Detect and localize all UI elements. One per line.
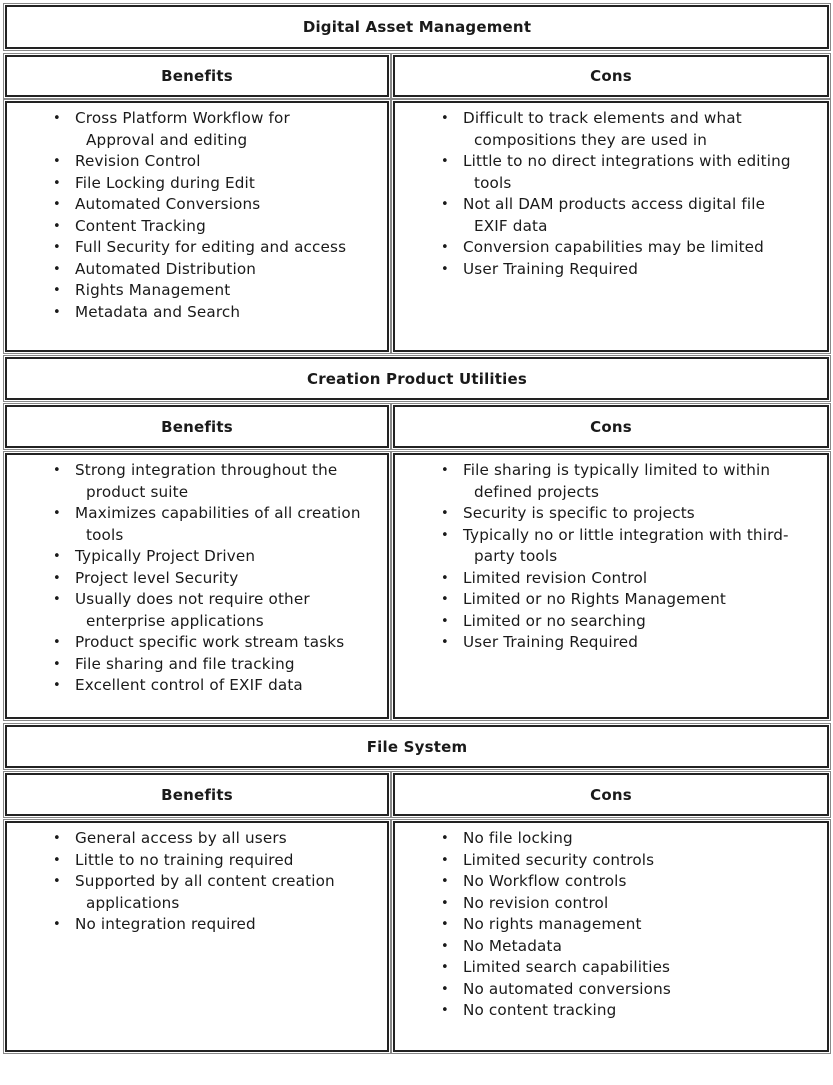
list-item-text: User Training Required [463, 259, 639, 278]
section-title-text: Digital Asset Management [302, 18, 532, 36]
section-title-fs [5, 725, 829, 768]
bullet-icon: • [441, 981, 449, 997]
cons-list [395, 455, 827, 654]
list-item-text: Security is specific to projects [463, 504, 695, 522]
list-item-text: No automated conversions [463, 979, 671, 998]
list-item [7, 302, 387, 324]
list-item-text: Supported by all content creation [75, 872, 335, 890]
list-item-text: Conversion capabilities may be limited [463, 238, 764, 256]
bullet-icon: • [53, 874, 61, 889]
bullet-icon: • [53, 570, 61, 586]
benefits-cell [5, 453, 389, 719]
list-item-text: Automated Distribution [75, 259, 257, 278]
list-item-text: Cross Platform Workflow for [75, 109, 290, 127]
list-item-text: Revision Control [75, 152, 201, 170]
list-item [395, 871, 827, 893]
list-item [7, 108, 387, 151]
list-item-text: File sharing is typically limited to within [463, 461, 771, 479]
list-item [395, 611, 827, 633]
bullet-icon: • [53, 218, 61, 234]
list-item-text: EXIF data [474, 216, 548, 235]
list-item [395, 979, 827, 1001]
benefits-header-text: Benefits [161, 785, 233, 804]
list-item-text: Approval and editing [86, 130, 248, 149]
benefits-header [5, 773, 389, 816]
list-item-text: General access by all users [75, 829, 287, 847]
cons-header [393, 773, 829, 816]
benefits-header [5, 405, 389, 448]
cons-header [393, 405, 829, 448]
list-item [395, 151, 827, 194]
bullet-icon: • [53, 304, 61, 320]
cons-cell [393, 453, 829, 719]
bullet-icon: • [441, 938, 449, 954]
bullet-icon: • [441, 527, 449, 543]
list-item-text: Little to no direct integrations with editing [463, 152, 791, 170]
list-item [7, 194, 387, 216]
list-item [395, 936, 827, 958]
benefits-cell [5, 101, 389, 352]
list-item-text: Limited revision Control [463, 568, 648, 587]
list-item-text: Automated Conversions [75, 195, 261, 213]
list-item-text: No Metadata [463, 936, 563, 955]
list-item-text: Metadata and Search [75, 302, 241, 321]
list-item [395, 194, 827, 237]
bullet-icon: • [53, 154, 61, 169]
bullet-icon: • [53, 506, 61, 521]
bullet-icon: • [441, 852, 449, 868]
list-item-text: File Locking during Edit [75, 173, 256, 192]
list-item-text: No Workflow controls [463, 872, 627, 890]
bullet-icon: • [53, 549, 61, 564]
list-item [7, 828, 387, 850]
list-item [7, 460, 387, 503]
list-item-text: Product specific work stream tasks [75, 633, 345, 651]
list-item-text: enterprise applications [86, 611, 264, 630]
list-item [7, 568, 387, 590]
bullet-icon: • [441, 240, 449, 255]
list-item-text: compositions they are used in [474, 130, 708, 149]
section-title-text: File System [366, 737, 468, 756]
list-item [395, 503, 827, 525]
bullet-icon: • [53, 656, 61, 672]
list-item-text: No revision control [463, 893, 609, 912]
bullet-icon: • [441, 111, 449, 126]
bullet-icon: • [441, 635, 449, 650]
bullet-icon: • [53, 261, 61, 277]
list-item-text: Maximizes capabilities of all creation [75, 504, 361, 522]
list-item [395, 632, 827, 654]
bullet-icon: • [53, 852, 61, 868]
bullet-icon: • [441, 917, 449, 932]
list-item [395, 893, 827, 915]
benefits-list [7, 823, 387, 936]
list-item-text: Little to no training required [75, 850, 294, 869]
list-item-text: Typically Project Driven [75, 547, 256, 565]
list-item-text: File sharing and file tracking [75, 654, 295, 673]
list-item [395, 850, 827, 872]
bullet-icon: • [53, 831, 61, 846]
bullet-icon: • [53, 635, 61, 650]
list-item-text: Content Tracking [75, 216, 206, 235]
list-item-text: Difficult to track elements and what [463, 109, 742, 127]
cons-header [393, 55, 829, 97]
bullet-icon: • [441, 261, 449, 277]
list-item [7, 654, 387, 676]
cons-list [395, 103, 827, 280]
bullet-icon: • [441, 895, 449, 911]
section-title-dam [5, 5, 829, 49]
list-item-text: User Training Required [463, 633, 639, 651]
list-item-text: No file locking [463, 829, 573, 847]
bullet-icon: • [441, 154, 449, 169]
list-item-text: Limited search capabilities [463, 958, 671, 976]
list-item [395, 957, 827, 979]
list-item-text: defined projects [474, 482, 600, 501]
list-item [7, 216, 387, 238]
list-item [7, 675, 387, 697]
benefits-header-text: Benefits [161, 417, 233, 436]
list-item-text: Limited security controls [463, 850, 655, 869]
list-item-text: Not all DAM products access digital file [463, 195, 766, 213]
list-item-text: No integration required [75, 915, 256, 933]
list-item [395, 108, 827, 151]
bullet-icon: • [53, 175, 61, 191]
bullet-icon: • [53, 463, 61, 478]
bullet-icon: • [441, 874, 449, 889]
list-item-text: tools [86, 525, 124, 544]
list-item [7, 546, 387, 568]
list-item-text: Usually does not require other [75, 590, 310, 608]
list-item [7, 173, 387, 195]
list-item [7, 632, 387, 654]
bullet-icon: • [53, 197, 61, 212]
cons-header-text: Cons [590, 67, 632, 85]
cons-list [395, 823, 827, 1022]
list-item [7, 280, 387, 302]
list-item [395, 460, 827, 503]
list-item [7, 151, 387, 173]
list-item-text: No rights management [463, 915, 642, 933]
cons-cell [393, 101, 829, 352]
list-item [395, 589, 827, 611]
cons-cell [393, 821, 829, 1052]
benefits-header [5, 55, 389, 97]
list-item-text: Project level Security [75, 568, 239, 587]
bullet-icon: • [441, 831, 449, 846]
list-item [395, 237, 827, 259]
list-item [395, 568, 827, 590]
section-title-text: Creation Product Utilities [306, 369, 527, 388]
bullet-icon: • [53, 678, 61, 693]
list-item [7, 914, 387, 936]
list-item [7, 850, 387, 872]
list-item-text: Excellent control of EXIF data [75, 676, 303, 694]
list-item-text: party tools [474, 547, 558, 565]
bullet-icon: • [441, 960, 449, 975]
bullet-icon: • [441, 592, 449, 607]
bullet-icon: • [53, 111, 61, 126]
list-item [395, 1000, 827, 1022]
list-item-text: Full Security for editing and access [75, 238, 347, 256]
bullet-icon: • [53, 240, 61, 255]
bullet-icon: • [53, 592, 61, 607]
list-item [7, 237, 387, 259]
cons-header-text: Cons [590, 417, 632, 436]
bullet-icon: • [441, 197, 449, 212]
list-item [7, 259, 387, 281]
bullet-icon: • [53, 283, 61, 298]
bullet-icon: • [53, 917, 61, 932]
benefits-header-text: Benefits [161, 67, 233, 85]
list-item-text: Typically no or little integration with third- [463, 525, 789, 544]
list-item-text: tools [474, 173, 512, 192]
cons-header-text: Cons [590, 785, 632, 804]
benefits-list [7, 455, 387, 697]
bullet-icon: • [441, 570, 449, 586]
bullet-icon: • [441, 463, 449, 478]
list-item [7, 503, 387, 546]
list-item-text: Limited or no searching [463, 611, 646, 630]
benefits-list [7, 103, 387, 323]
list-item [395, 828, 827, 850]
list-item [395, 525, 827, 568]
bullet-icon: • [441, 506, 449, 521]
list-item-text: Rights Management [75, 281, 231, 299]
list-item [7, 871, 387, 914]
list-item-text: Limited or no Rights Management [463, 590, 727, 608]
list-item-text: applications [86, 893, 180, 912]
list-item-text: product suite [86, 482, 189, 501]
list-item [7, 589, 387, 632]
list-item-text: Strong integration throughout the [75, 461, 338, 479]
list-item [395, 259, 827, 281]
bullet-icon: • [441, 1003, 449, 1018]
benefits-cell [5, 821, 389, 1052]
bullet-icon: • [441, 613, 449, 629]
list-item-text: No content tracking [463, 1001, 617, 1019]
list-item [395, 914, 827, 936]
section-title-cpu [5, 357, 829, 400]
